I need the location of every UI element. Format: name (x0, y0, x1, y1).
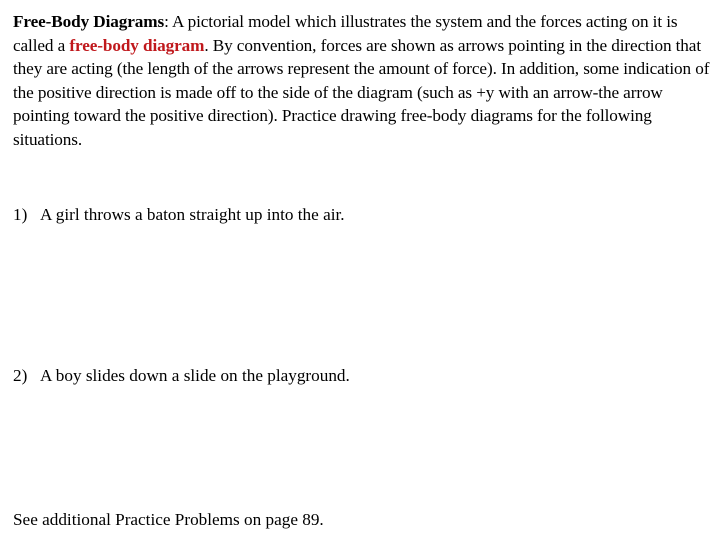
problem-1 (13, 203, 345, 227)
intro-text-part2: . By convention, forces are shown as arrows pointing in the direction that they are acting (the length of the arrows represent the amount of force). In addition, some indication of the positive direction is made off to the side of the diagram (such as +y with an arrow-the arrow pointing toward the positive direction). Practice drawing free-body diagrams for the following situations. (13, 35, 710, 149)
key-term: free-body diagram (69, 35, 205, 55)
problem-1-number: 1) (13, 205, 28, 224)
intro-paragraph (13, 10, 713, 152)
problem-1-text: A girl throws a baton straight up into the air. (40, 205, 345, 224)
problem-2-number: 2) (13, 366, 28, 385)
section-heading: Free-Body Diagrams (13, 12, 165, 31)
footer-note: See additional Practice Problems on page 89. (13, 510, 324, 529)
problem-2 (13, 364, 350, 388)
intro-text-part1: : A pictorial model which illustrates the system and the forces acting on it is called a (13, 12, 678, 55)
problem-2-text: A boy slides down a slide on the playground. (40, 366, 350, 385)
